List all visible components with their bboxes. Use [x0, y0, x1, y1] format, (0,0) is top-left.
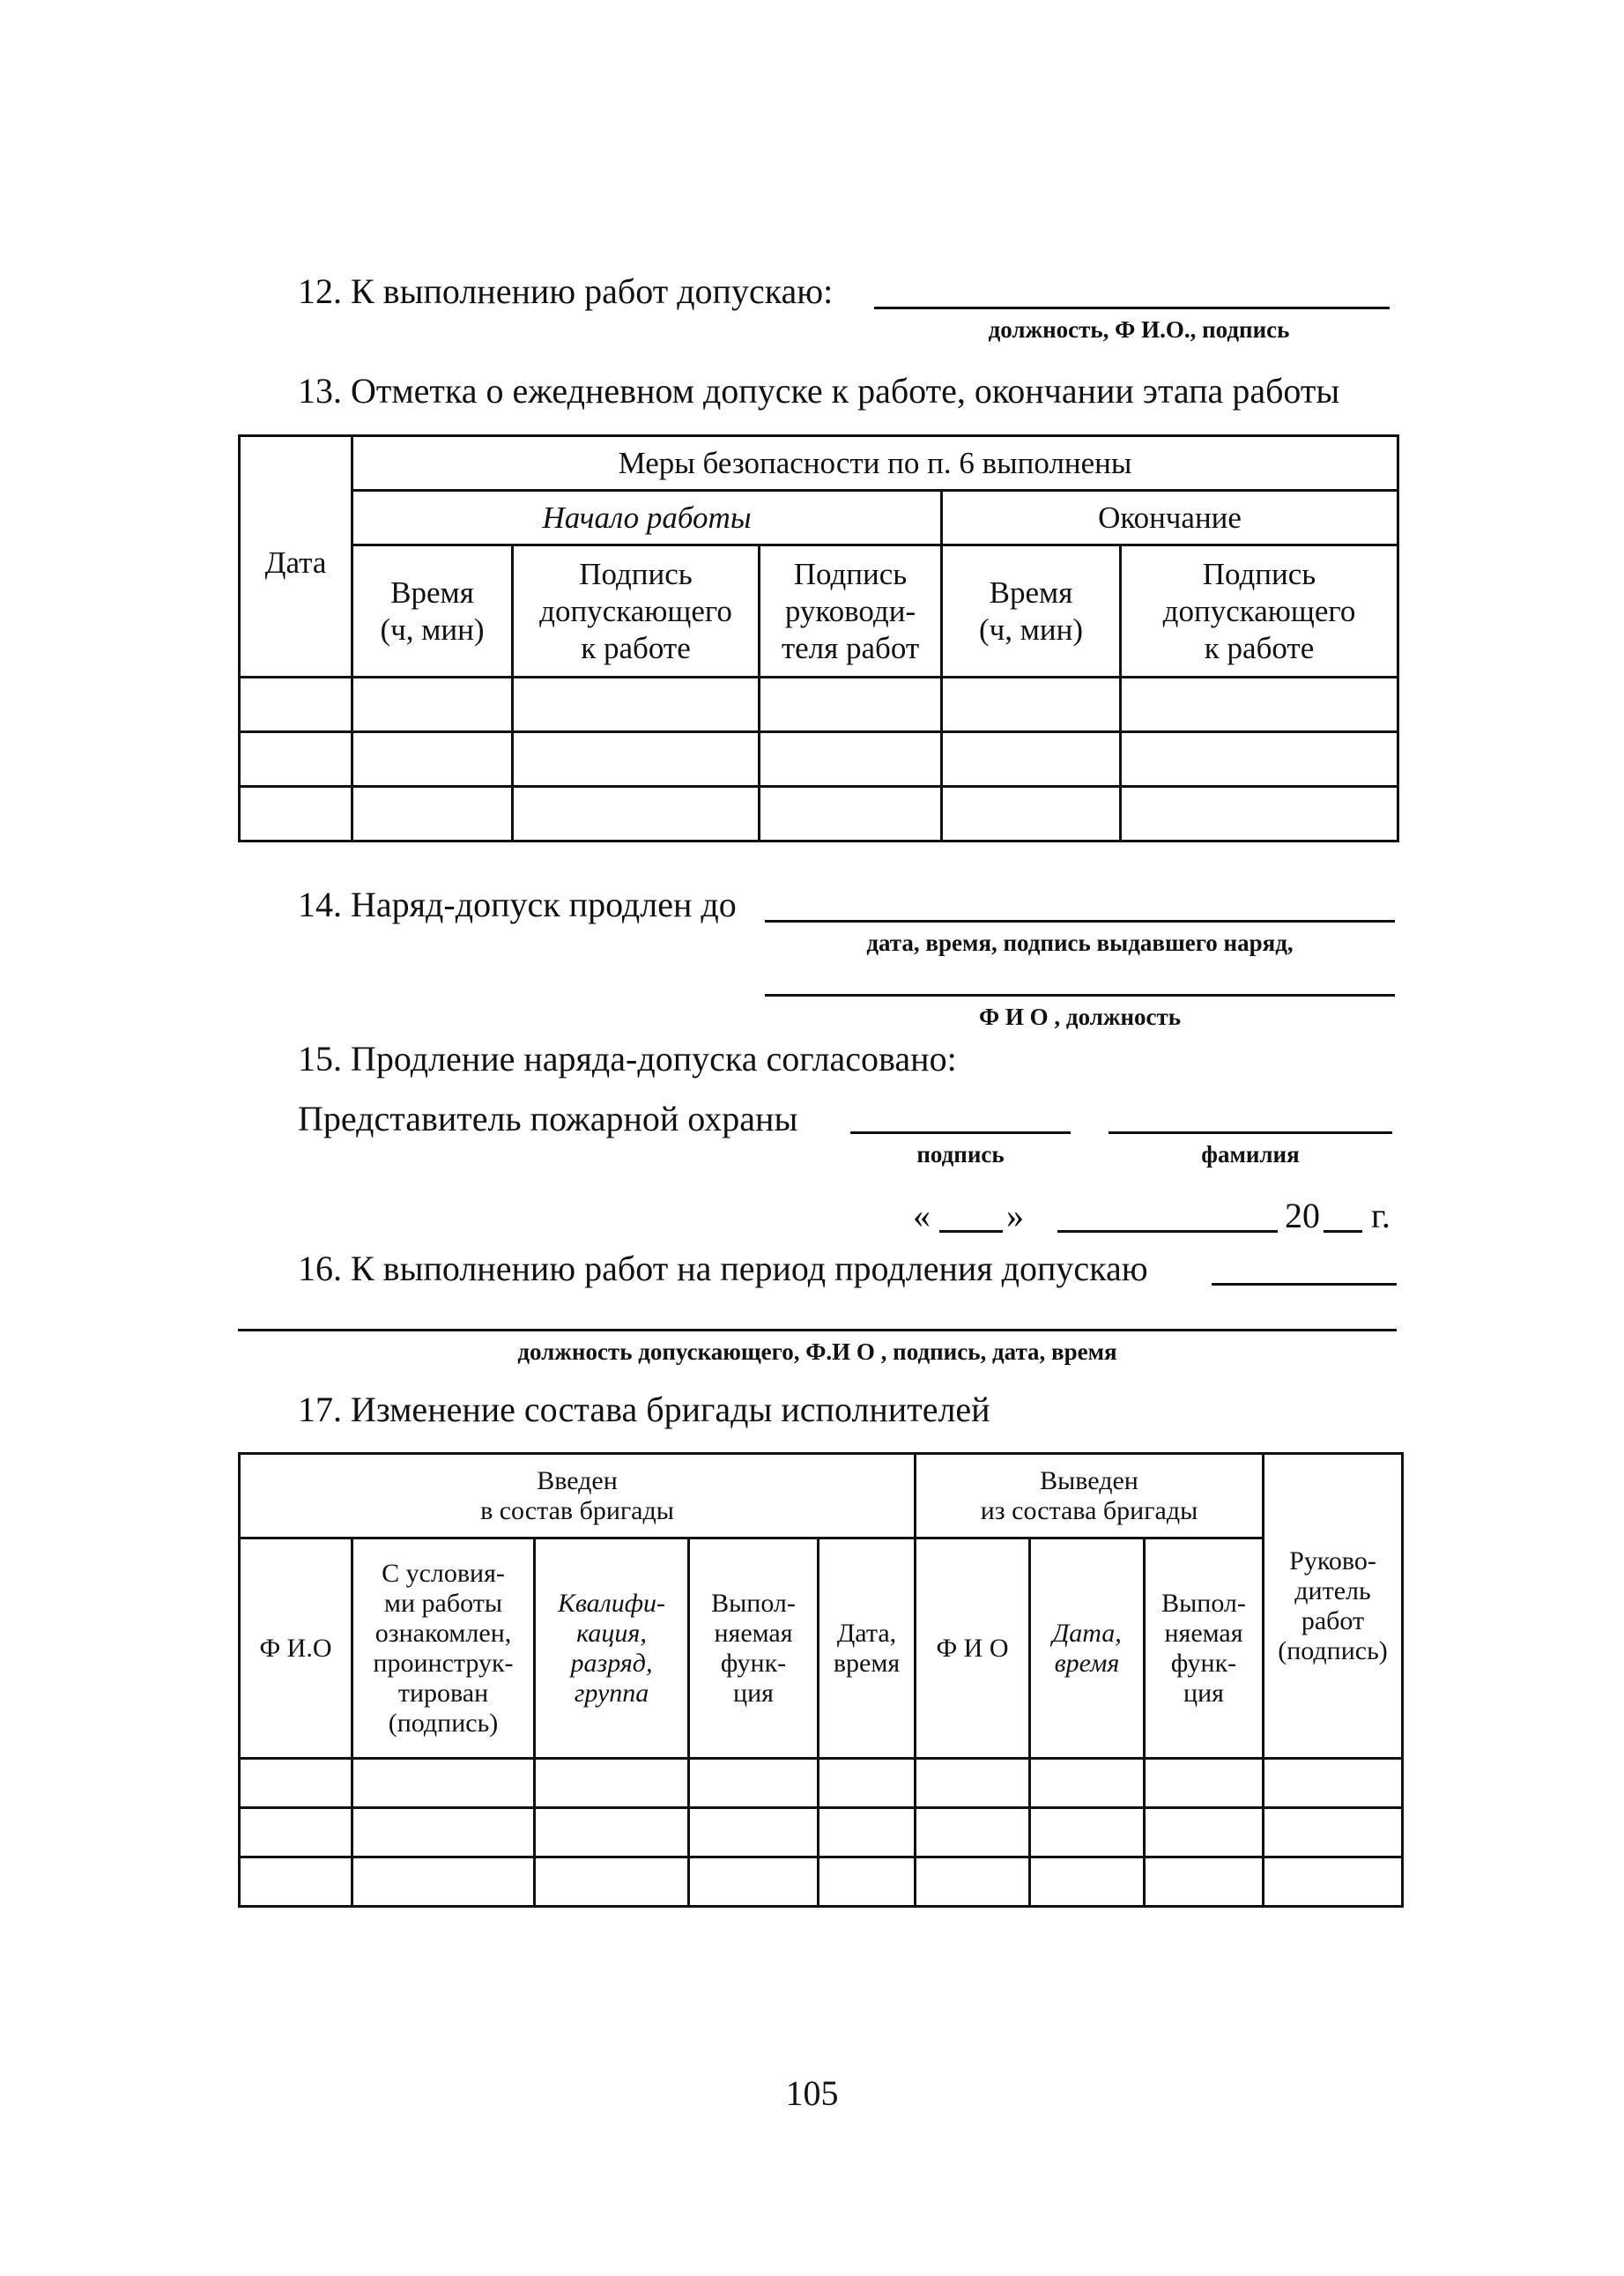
header-in-qualification: Квалифи- кация, разряд, группа [535, 1538, 689, 1759]
year-prefix: 20 [1285, 1196, 1320, 1235]
table-cell[interactable] [689, 1857, 819, 1907]
table-cell[interactable] [240, 787, 352, 841]
section-16-text: 16. К выполнению работ на период продления допускаю [298, 1249, 1148, 1288]
table-cell[interactable] [819, 1808, 916, 1857]
daily-admission-table [238, 434, 1399, 842]
header-safety-measures: Меры безопасности по п. 6 выполнены [352, 436, 1398, 491]
section-14-text: 14. Наряд-допуск продлен до [298, 885, 737, 924]
table-cell[interactable] [240, 678, 352, 732]
section-15-title: 15. Продление наряда-допуска согласовано: [298, 1039, 957, 1079]
quote-open: « [913, 1196, 931, 1235]
table-cell[interactable] [513, 787, 760, 841]
section-17-title: 17. Изменение состава бригады исполнителей [298, 1390, 990, 1429]
quote-close: » [1006, 1196, 1024, 1235]
table-cell[interactable] [513, 678, 760, 732]
day-fill-line[interactable] [939, 1230, 1003, 1233]
month-fill-line[interactable] [1057, 1230, 1278, 1233]
table-cell[interactable] [916, 1808, 1030, 1857]
table-cell[interactable] [760, 732, 942, 787]
table-cell[interactable] [819, 1857, 916, 1907]
section-16-fill-line-2[interactable] [238, 1329, 1397, 1331]
section-14-caption-1: дата, время, подпись выдавшего наряд, [866, 930, 1294, 956]
table-cell[interactable] [535, 1808, 689, 1857]
table-cell[interactable] [240, 1857, 352, 1907]
table-cell[interactable] [240, 1808, 352, 1857]
header-in-briefed: С условия- ми работы ознакомлен, проинструк- тирован (подпись) [352, 1538, 535, 1759]
table-cell[interactable] [1030, 1759, 1145, 1808]
table-cell[interactable] [916, 1857, 1030, 1907]
table-row [240, 732, 1398, 787]
table-cell[interactable] [535, 1857, 689, 1907]
year-suffix: г. [1371, 1196, 1390, 1235]
table-cell[interactable] [1030, 1857, 1145, 1907]
table-cell[interactable] [942, 732, 1121, 787]
header-end-admitter-signature: Подпись допускающего к работе [1121, 545, 1398, 678]
table-cell[interactable] [1030, 1808, 1145, 1857]
header-work-manager: Руково- дитель работ (подпись) [1264, 1454, 1403, 1759]
table-cell[interactable] [240, 1759, 352, 1808]
table-cell[interactable] [352, 1857, 535, 1907]
header-start-time: Время (ч, мин) [352, 545, 513, 678]
table-cell[interactable] [1145, 1857, 1264, 1907]
fire-representative-label: Представитель пожарной охраны [298, 1099, 798, 1138]
table-cell[interactable] [1264, 1857, 1403, 1907]
table-cell[interactable] [819, 1759, 916, 1808]
table-cell[interactable] [916, 1759, 1030, 1808]
header-removed-from-crew: Выведен из состава бригады [916, 1454, 1264, 1538]
table-cell[interactable] [352, 732, 513, 787]
table-cell[interactable] [535, 1759, 689, 1808]
table-cell[interactable] [689, 1759, 819, 1808]
table-cell[interactable] [352, 787, 513, 841]
table-cell[interactable] [1121, 787, 1398, 841]
table-cell[interactable] [1264, 1759, 1403, 1808]
crew-change-table [238, 1452, 1404, 1908]
table-row [240, 1857, 1403, 1907]
table-cell[interactable] [240, 732, 352, 787]
table-cell[interactable] [1121, 678, 1398, 732]
header-out-fio: Ф И О [916, 1538, 1030, 1759]
year-fill-line[interactable] [1324, 1230, 1362, 1233]
surname-fill-line[interactable] [1109, 1131, 1392, 1134]
header-out-function: Выпол- няемая функ- ция [1145, 1538, 1264, 1759]
section-13-title: 13. Отметка о ежедневном допуске к работе, окончании этапа работы [298, 371, 1340, 411]
table-cell[interactable] [1264, 1808, 1403, 1857]
table-cell[interactable] [1145, 1759, 1264, 1808]
section-14-fill-line-2[interactable] [765, 994, 1395, 997]
section-12-caption: должность, Ф И.О., подпись [988, 316, 1290, 343]
page-number: 105 [785, 2073, 839, 2113]
signature-fill-line[interactable] [850, 1131, 1071, 1134]
table-row [240, 787, 1398, 841]
header-in-function: Выпол- няемая функ- ция [689, 1538, 819, 1759]
table-cell[interactable] [942, 787, 1121, 841]
header-in-date: Дата, время [819, 1538, 916, 1759]
table-cell[interactable] [513, 732, 760, 787]
header-work-start: Начало работы [352, 491, 942, 545]
header-out-date: Дата, время [1030, 1538, 1145, 1759]
signature-caption: подпись [916, 1141, 1005, 1168]
table-cell[interactable] [942, 678, 1121, 732]
header-start-manager-signature: Подпись руководи- теля работ [760, 545, 942, 678]
section-16-caption: должность допускающего, Ф.И О , подпись, дата, время [517, 1338, 1117, 1365]
section-16-fill-line[interactable] [1212, 1283, 1397, 1286]
header-added-to-crew: Введен в состав бригады [240, 1454, 916, 1538]
header-start-admitter-signature: Подпись допускающего к работе [513, 545, 760, 678]
header-end-time: Время (ч, мин) [942, 545, 1121, 678]
header-in-fio: Ф И.О [240, 1538, 352, 1759]
section-12-fill-line[interactable] [874, 307, 1390, 309]
table-cell[interactable] [352, 1759, 535, 1808]
surname-caption: фамилия [1201, 1141, 1300, 1168]
section-14-caption-2: Ф И О , должность [978, 1004, 1182, 1030]
table-row [240, 1808, 1403, 1857]
header-work-end: Окончание [942, 491, 1398, 545]
table-cell[interactable] [1121, 732, 1398, 787]
section-12-text: 12. К выполнению работ допускаю: [298, 271, 834, 311]
table-row [240, 678, 1398, 732]
table-cell[interactable] [689, 1808, 819, 1857]
header-date: Дата [240, 436, 352, 678]
section-14-fill-line[interactable] [765, 920, 1395, 923]
table-cell[interactable] [352, 1808, 535, 1857]
table-cell[interactable] [760, 787, 942, 841]
table-row [240, 1759, 1403, 1808]
table-cell[interactable] [760, 678, 942, 732]
table-cell[interactable] [352, 678, 513, 732]
table-cell[interactable] [1145, 1808, 1264, 1857]
